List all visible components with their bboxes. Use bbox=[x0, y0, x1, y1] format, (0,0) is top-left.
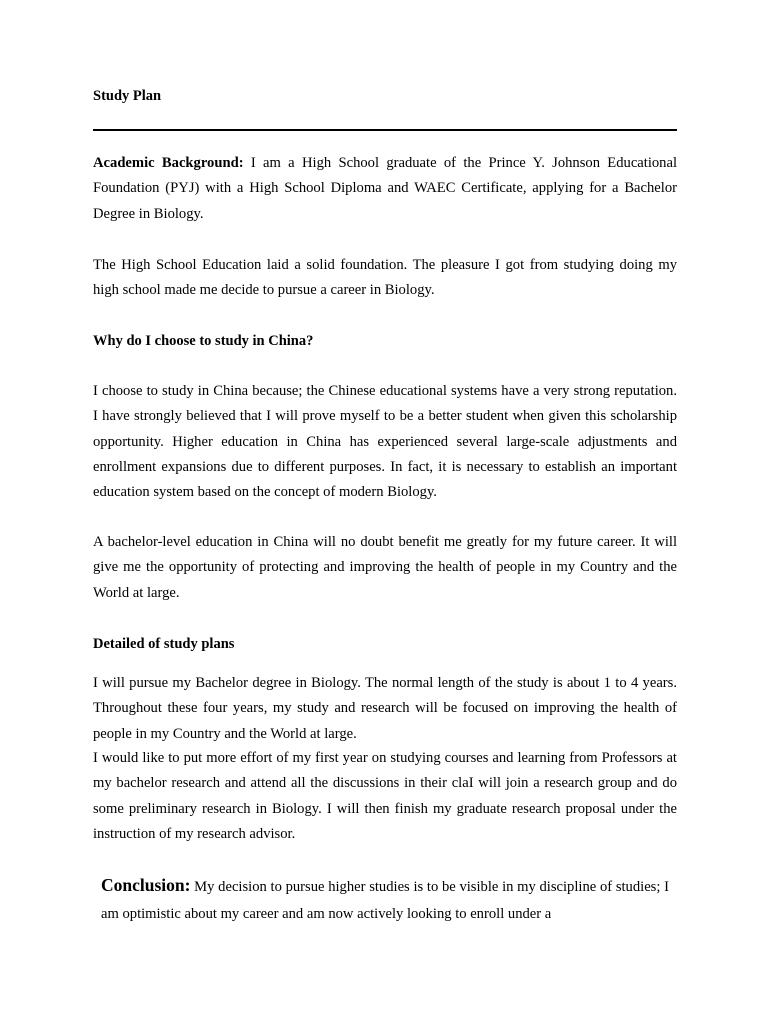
conclusion-paragraph bbox=[101, 872, 669, 928]
why-china-paragraph-1: I choose to study in China because; the Chinese educational systems have a very strong reputation. I have strongly believed that I will prove myself to be a better student when given this scholarship opportunity. Higher education in China has experienced several large-scale adjustments and enrollment expansions due to different purposes. In fact, it is necessary to establish an important education system based on the concept of modern Biology. bbox=[93, 383, 677, 501]
title-divider bbox=[93, 129, 677, 131]
study-plans-paragraph-2: I would like to put more effort of my first year on studying courses and learning from Professors at my bachelor research and attend all the discussions in their claI will join a research group and do some preliminary research in Biology. I will then finish my graduate research proposal under the instruction of my research advisor. bbox=[93, 750, 677, 842]
academic-background-text: I am a High School graduate of the Prince Y. Johnson Educational Foundation (PYJ) with a High School Diploma and WAEC Certificate, applying for a Bachelor Degree in Biology. bbox=[93, 155, 678, 222]
study-plans-paragraph-1: I will pursue my Bachelor degree in Biology. The normal length of the study is about 1 to 4 years. Throughout these four years, my study and research will be focused on improving the health of people in my Country and the World at large. bbox=[93, 675, 677, 742]
document-title: Study Plan bbox=[93, 88, 162, 104]
academic-background-paragraph bbox=[93, 151, 677, 227]
conclusion-label: Conclusion: bbox=[101, 875, 191, 895]
academic-background-label: Academic Background: bbox=[93, 155, 244, 171]
study-plans-heading: Detailed of study plans bbox=[93, 636, 235, 652]
why-china-heading: Why do I choose to study in China? bbox=[93, 333, 314, 349]
conclusion-text: My decision to pursue higher studies is to be visible in my discipline of studies; I am optimistic about my career and am now actively looking to enroll under a bbox=[101, 879, 669, 922]
foundation-paragraph: The High School Education laid a solid foundation. The pleasure I got from studying doing my high school made me decide to pursue a career in Biology. bbox=[93, 257, 677, 299]
why-china-paragraph-2: A bachelor-level education in China will no doubt benefit me greatly for my future career. It will give me the opportunity of protecting and improving the health of people in my Country and the World at large. bbox=[93, 534, 677, 601]
document-page bbox=[93, 0, 677, 1024]
